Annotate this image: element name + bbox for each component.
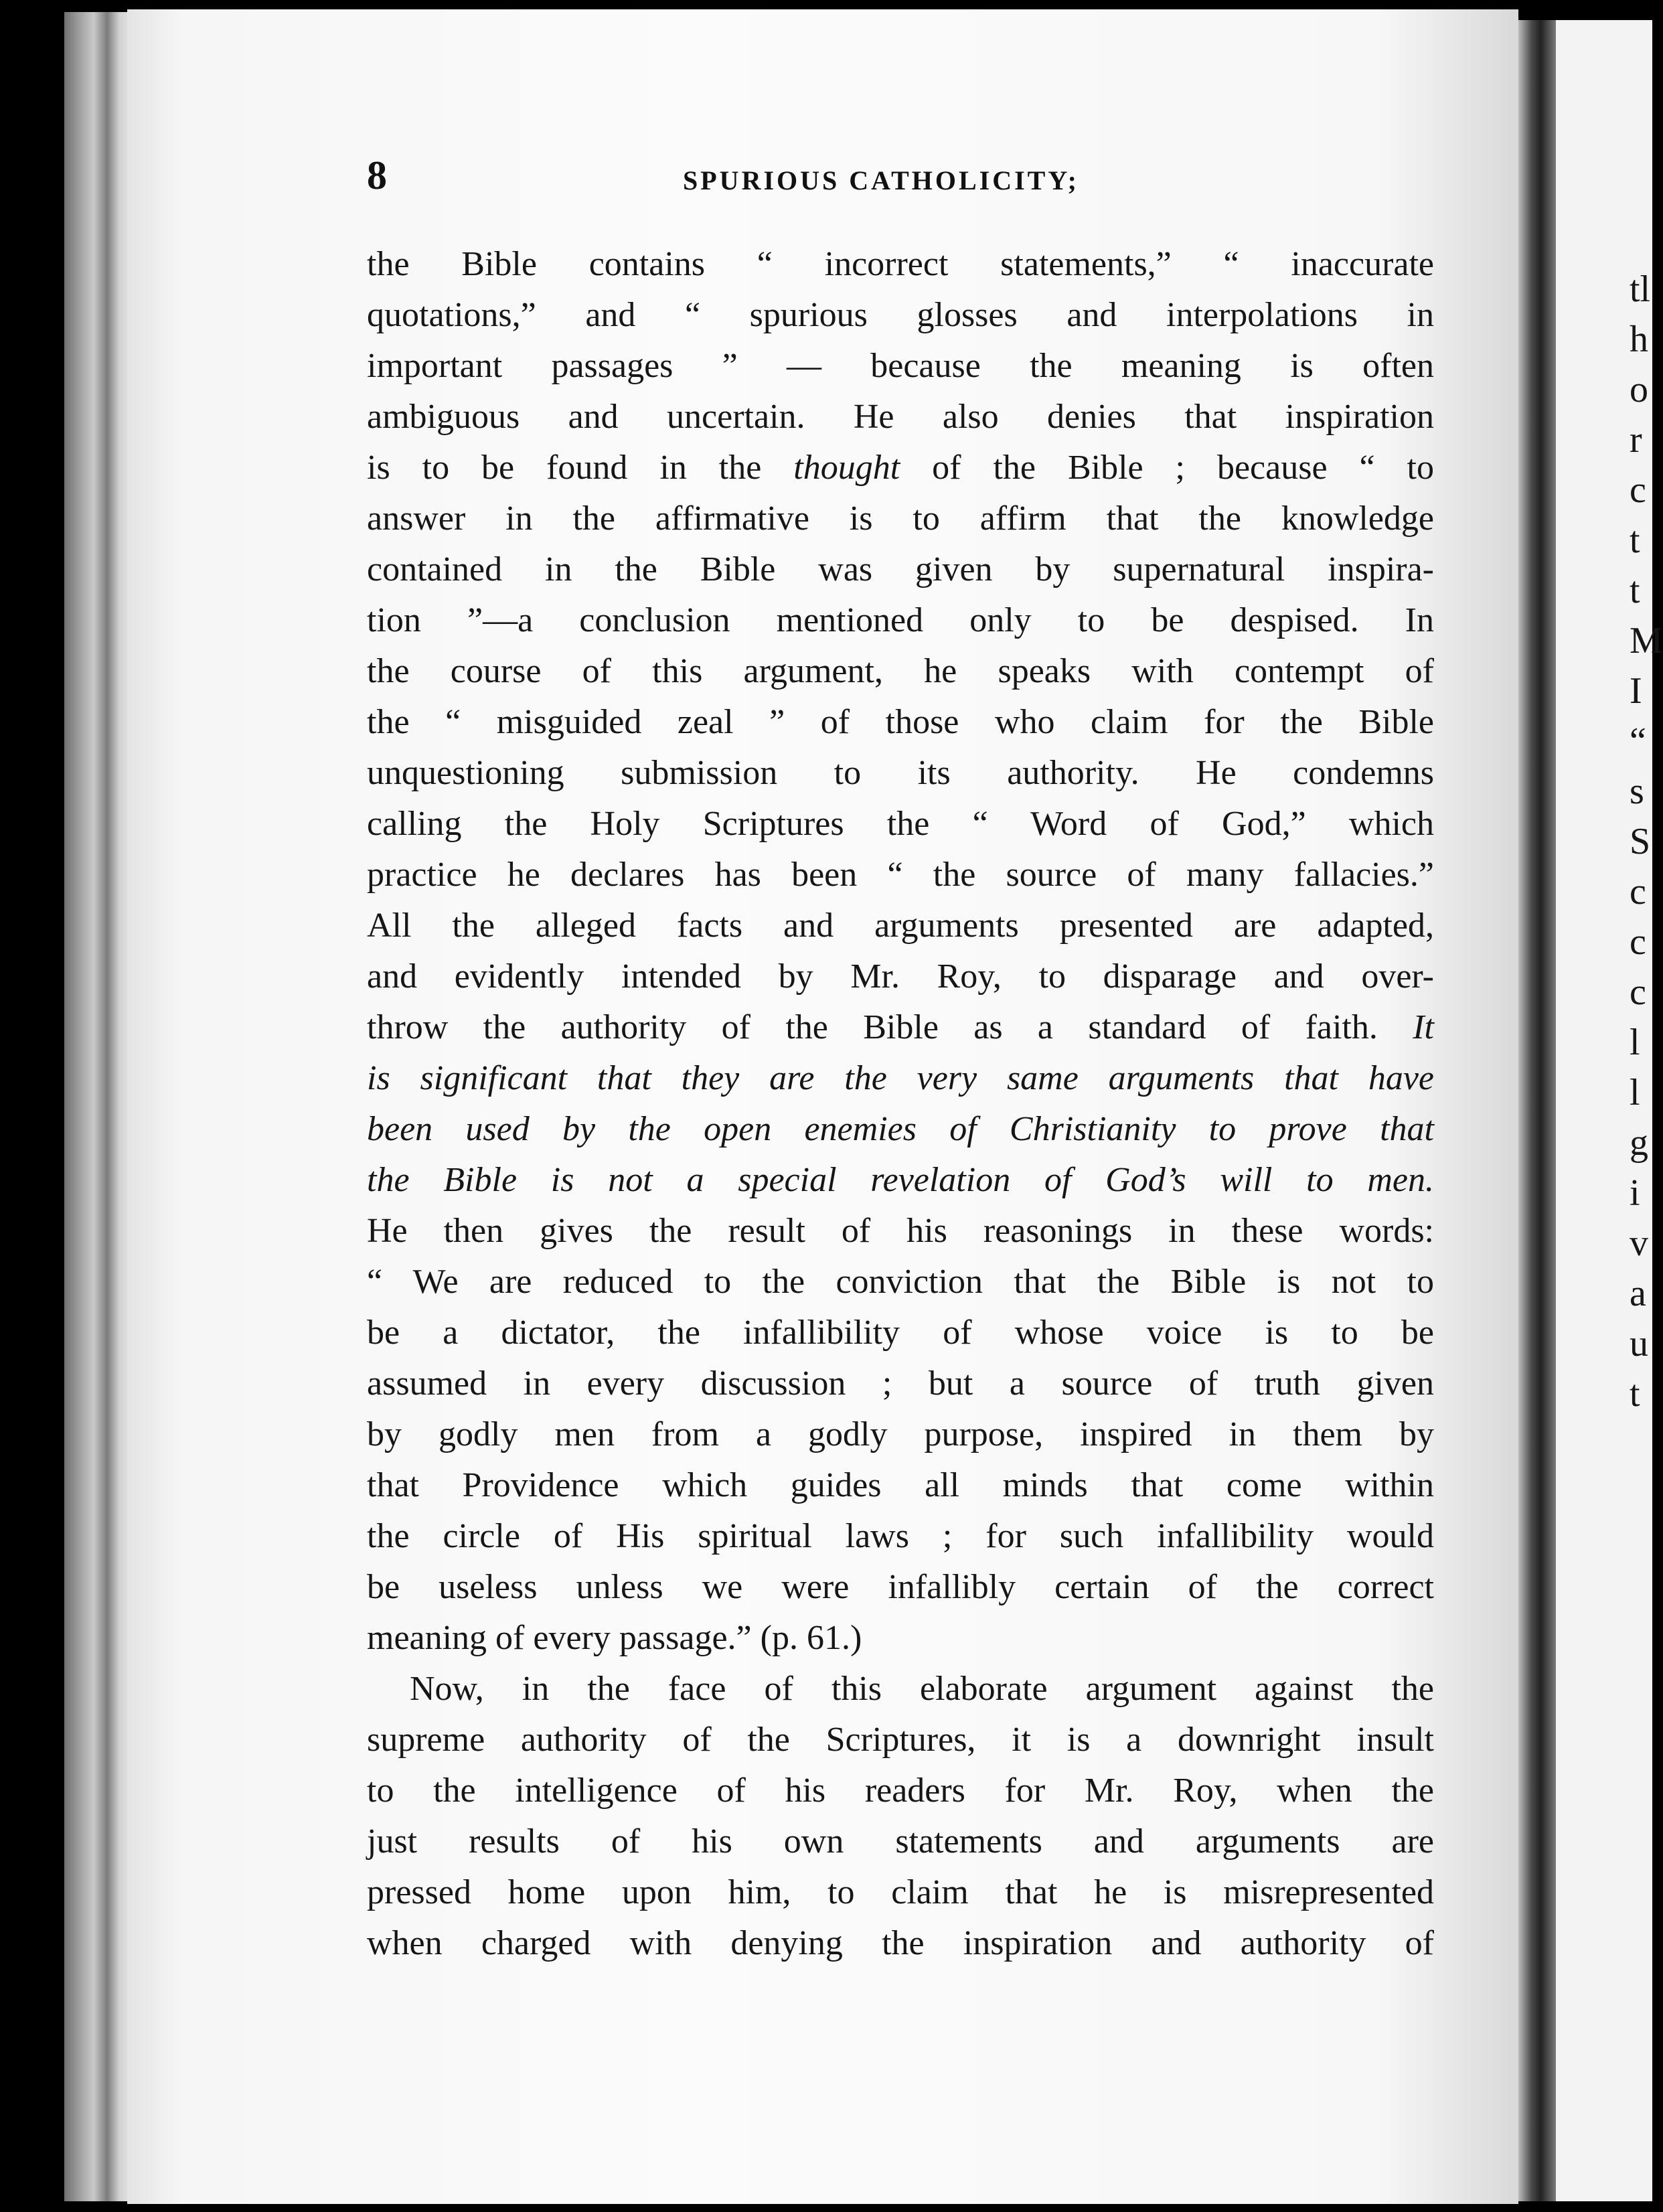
facing-page-fragment — [1556, 20, 1663, 2201]
text-line: by godly men from a godly purpose, inspired in them by — [367, 1415, 1434, 1453]
facing-page-letter: I — [1630, 670, 1642, 712]
text-line: just results of his own statements and arguments are — [367, 1822, 1434, 1861]
text-line: the circle of His spiritual laws ; for such infallibility would — [367, 1517, 1434, 1555]
italic-run: is significant that they are the very same arguments that have — [367, 1059, 1434, 1097]
text-line: to the intelligence of his readers for Mr. Roy, when the — [367, 1771, 1434, 1810]
text-line: unquestioning submission to its authority. He condemns — [367, 754, 1434, 792]
text-line — [367, 1104, 1434, 1155]
text-line: be a dictator, the infallibility of whose voice is to be — [367, 1314, 1434, 1352]
text-line: that Providence which guides all minds that come within — [367, 1466, 1434, 1504]
facing-page-letter: “ — [1630, 720, 1646, 762]
facing-page-letter: a — [1630, 1273, 1646, 1314]
italic-run: It — [1413, 1008, 1434, 1046]
text-line: the course of this argument, he speaks with contempt of — [367, 652, 1434, 690]
text-run: throw the authority of the Bible as a standard of faith. — [367, 1008, 1413, 1046]
text-line: be useless unless we were infallibly certain of the correct — [367, 1568, 1434, 1606]
text-line: practice he declares has been “ the source of many fallacies.” — [367, 856, 1434, 894]
facing-page-letter: l — [1630, 1072, 1640, 1113]
text-line: ambiguous and uncertain. He also denies that inspiration — [367, 398, 1434, 436]
text-line: Now, in the face of this elaborate argument against the — [410, 1670, 1434, 1708]
text-line: All the alleged facts and arguments presented are adapted, — [367, 906, 1434, 945]
facing-page-letter: M — [1630, 620, 1663, 661]
facing-page-letter: g — [1630, 1122, 1648, 1164]
text-line: quotations,” and “ spurious glosses and interpolations in — [367, 296, 1434, 334]
running-title: SPURIOUS CATHOLICITY; — [683, 165, 1079, 195]
paragraph-1 — [367, 239, 1434, 1664]
facing-page-letter: l — [1630, 1022, 1640, 1063]
italic-run: the Bible is not a special revelation of God’s will to men. — [367, 1161, 1434, 1199]
facing-page-letter: tl — [1630, 268, 1651, 310]
paragraph-2 — [367, 1664, 1434, 1969]
text-line: when charged with denying the inspiration and authority of — [367, 1924, 1434, 1962]
text-line: answer in the affirmative is to affirm that the knowledge — [367, 499, 1434, 538]
text-line: the Bible contains “ incorrect statements,” “ inaccurate — [367, 245, 1434, 283]
facing-page-letter: v — [1630, 1222, 1648, 1264]
page-number: 8 — [367, 153, 387, 198]
text-line: assumed in every discussion ; but a source of truth given — [367, 1364, 1434, 1403]
facing-page-letter: s — [1630, 771, 1644, 812]
text-line: calling the Holy Scriptures the “ Word of God,” which — [367, 805, 1434, 843]
facing-page-letter: i — [1630, 1172, 1640, 1214]
facing-page-letter: o — [1630, 369, 1648, 410]
text-line — [367, 1053, 1434, 1104]
text-line: meaning of every passage.” (p. 61.) — [367, 1619, 862, 1657]
text-line: the “ misguided zeal ” of those who claim for the Bible — [367, 703, 1434, 741]
body-text — [367, 239, 1434, 1969]
facing-page-letter: r — [1630, 419, 1642, 461]
running-head — [367, 153, 1438, 206]
text-line: and evidently intended by Mr. Roy, to disparage and over- — [367, 957, 1434, 996]
italic-run: been used by the open enemies of Christianity to prove that — [367, 1110, 1434, 1148]
facing-page-letter: c — [1630, 971, 1646, 1013]
text-run: is to be found in the — [367, 449, 794, 487]
facing-page-letter: u — [1630, 1323, 1648, 1364]
facing-page-letter: t — [1630, 1373, 1640, 1415]
facing-page-letter: t — [1630, 570, 1640, 611]
facing-page-letter: S — [1630, 821, 1651, 862]
text-line — [367, 1155, 1434, 1206]
text-line: He then gives the result of his reasonings in these words: — [367, 1212, 1434, 1250]
text-line: “ We are reduced to the conviction that the Bible is not to — [367, 1263, 1434, 1301]
text-line — [367, 1002, 1434, 1053]
facing-page-letter: c — [1630, 469, 1646, 511]
text-run: of the Bible ; because “ to — [900, 449, 1434, 487]
facing-page-letter: t — [1630, 520, 1640, 561]
text-line: contained in the Bible was given by supernatural inspira- — [367, 550, 1434, 588]
book-gutter — [1518, 20, 1556, 2201]
italic-run: thought — [793, 449, 900, 487]
text-line: important passages ” — because the meaning is often — [367, 347, 1434, 385]
facing-page-letter: c — [1630, 871, 1646, 913]
facing-page-letter: h — [1630, 319, 1648, 360]
text-line: pressed home upon him, to claim that he is misrepresented — [367, 1873, 1434, 1911]
facing-page-letter: c — [1630, 921, 1646, 963]
text-line: tion ”—a conclusion mentioned only to be despised. In — [367, 601, 1434, 639]
text-line: supreme authority of the Scriptures, it is a downright insult — [367, 1721, 1434, 1759]
text-line — [367, 443, 1434, 493]
